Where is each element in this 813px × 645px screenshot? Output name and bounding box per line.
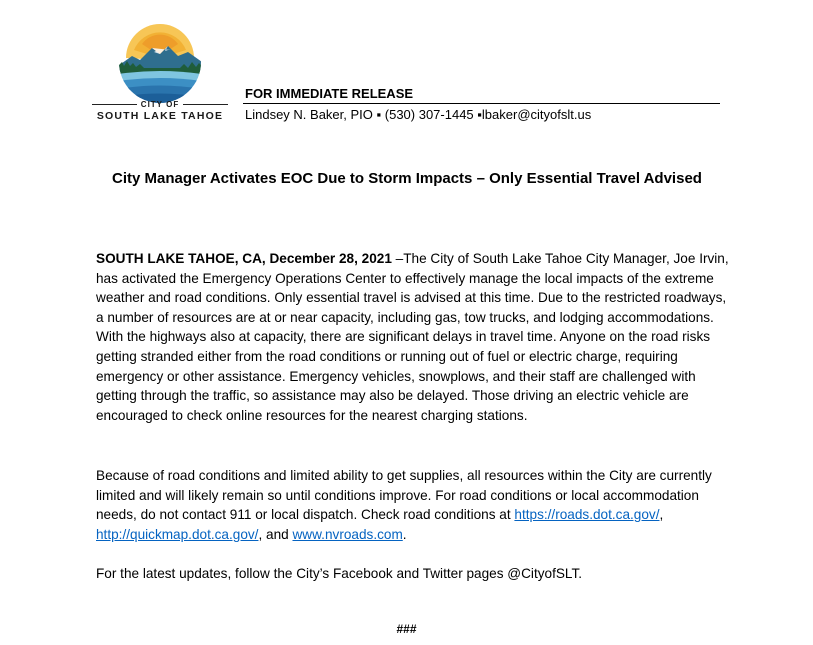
contact-name: Lindsey N. Baker, PIO <box>245 107 373 122</box>
roads-link[interactable]: https://roads.dot.ca.gov/ <box>514 507 660 523</box>
headline: City Manager Activates EOC Due to Storm Impacts – Only Essential Travel Advised <box>112 170 702 187</box>
caption-rule-right <box>183 104 228 105</box>
dateline: SOUTH LAKE TAHOE, CA, December 28, 2021 <box>96 251 392 266</box>
header-divider <box>243 103 720 104</box>
paragraph-1-text: –The City of South Lake Tahoe City Manager, Joe Irvin, has activated the Emergency Operations Center to effectively manage the local impacts of the extreme weather and road conditions. Only essential travel is advised at this time. Due to the restricted roadways, a number of resources are at or near capacity, including gas, tow trucks, and lodging accommodations. With the highways also at capacity, there are significant delays in travel time. Anyone on the road risks getting stranded either from the road conditions or running out of fuel or electric charge, requiring emergency or other assistance. Emergency vehicles, snowplows, and their staff are challenged with getting through the traffic, so assistance may also be delayed. Those driving an electric vehicle are encouraged to check online resources for the nearest charging stations. <box>96 251 729 423</box>
link-separator: , <box>659 507 664 523</box>
contact-separator: ▪ <box>477 107 482 122</box>
quickmap-link[interactable]: http://quickmap.dot.ca.gov/ <box>96 526 259 542</box>
paragraph-2-end: . <box>402 526 407 542</box>
release-label: FOR IMMEDIATE RELEASE <box>245 86 414 101</box>
end-mark: ### <box>396 622 417 636</box>
paragraph-2-text: Because of road conditions and limited ability to get supplies, all resources within the City are currently limited and will likely remain so until conditions improve. For road conditions or local accommodation needs, do not contact 911 or local dispatch. Check road conditions at <box>96 468 712 523</box>
paragraph-2 <box>96 466 736 544</box>
logo-city-of: CITY OF <box>140 99 180 109</box>
link-separator: , and <box>258 526 293 542</box>
nvroads-link[interactable]: www.nvroads.com <box>292 526 403 542</box>
caption-rule-left <box>92 104 137 105</box>
city-logo <box>118 20 202 104</box>
contact-line <box>245 107 591 122</box>
contact-separator: ▪ <box>376 107 382 122</box>
logo-city-name: SOUTH LAKE TAHOE <box>96 110 224 122</box>
paragraph-1 <box>96 249 736 425</box>
contact-phone: (530) 307-1445 <box>384 107 474 122</box>
paragraph-3: For the latest updates, follow the City’s Facebook and Twitter pages @CityofSLT. <box>96 566 583 581</box>
logo-caption <box>92 99 228 122</box>
contact-email: lbaker@cityofslt.us <box>481 107 592 122</box>
